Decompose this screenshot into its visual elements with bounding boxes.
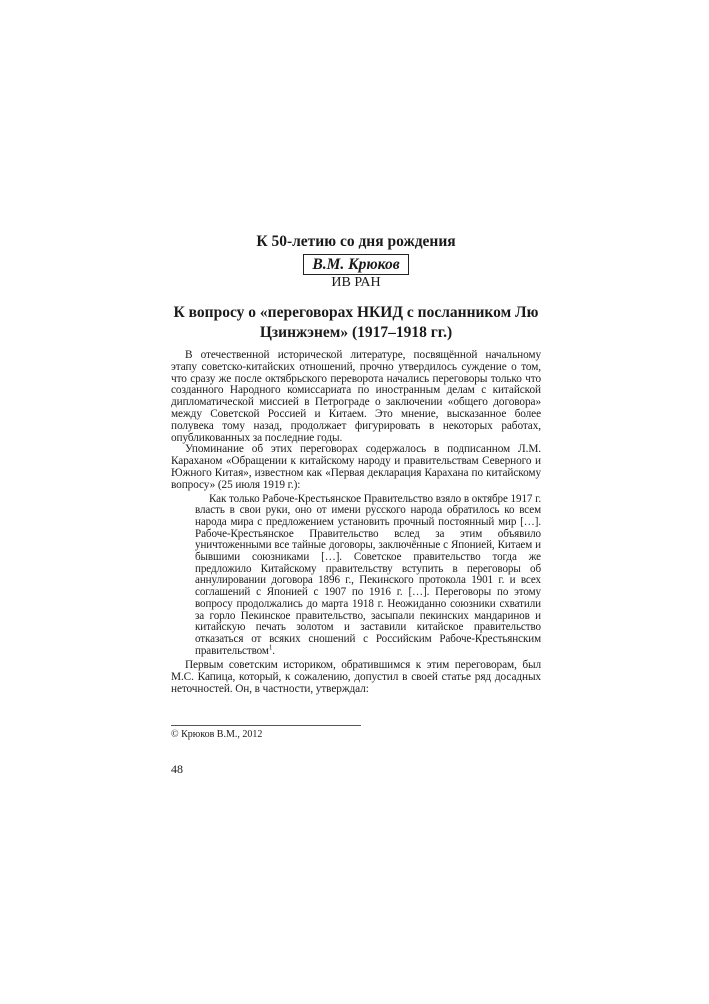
paragraph: В отечественной исторической литературе, посвящённой начальному этапу советско-китайских отношений, прочно утвердилось суждение о том, что сразу же после октябрьского переворота начались переговоры только что созданного Народного комиссариата по иностранным делам с китайской дипломатической миссией в Петрограде о заключении «общего договора» между Советской Россией и Китаем. Это мнение, высказанное более полувека тому назад, продолжает фигурировать в некоторых работах, опубликованных за последние годы. [171, 349, 541, 444]
quote-text: Как только Рабоче-Крестьянское Правительство взяло в октябре 1917 г. власть в свои руки, оно от имени русского народа обратилось ко всем народа мира с предложением установить прочный постоянный мир […]. Рабоче-Крестьянское Правительство вслед за этим объявило уничтоженными все тайные договоры, заключённые с Японией, Китаем и бывшими союзниками […]. Советское правительство тогда же предложило Китайскому правительству вступить в переговоры об аннулировании договора 1896 г., Пекинского протокола 1901 г. и всех соглашений с Японией с 1907 по 1916 г. […]. Переговоры по этому вопросу продолжались до марта 1918 г. Неожиданно союзники схватили за горло Пекинское правительство, засыпали пекинских мандаринов и китайскую печать золотом и заставили китайское правительство отказаться от всяких сношений с Российским Рабоче-Крестьянским правительством [195, 492, 541, 657]
paragraph: Первым советским историком, обратившимся к этим переговорам, был М.С. Капица, который, к сожалению, допустил в своей статье ряд досадных неточностей. Он, в частности, утверждал: [171, 659, 541, 695]
footnote-reference[interactable]: 1 [268, 643, 273, 652]
section-title: К 50-летию со дня рождения [256, 233, 456, 250]
document-page [171, 0, 541, 1004]
article-title: К вопросу о «переговорах НКИД с посланником Лю Цзинжэнем» (1917–1918 гг.) [173, 304, 539, 341]
author-affiliation: ИВ РАН [331, 275, 381, 290]
paragraph: Упоминание об этих переговорах содержалось в подписанном Л.М. Караханом «Обращении к китайскому народу и правительствам Северного и Южного Китая», известном как «Первая декларация Карахана по китайскому вопросу» (25 июля 1919 г.): [171, 443, 541, 491]
author-name: В.М. Крюков [303, 254, 408, 275]
page-number: 48 [171, 762, 183, 776]
copyright-footnote: © Крюков В.М., 2012 [171, 729, 263, 740]
author-block [171, 254, 541, 275]
footnote-divider [171, 725, 361, 726]
block-quote: Как только Рабоче-Крестьянское Правительство взяло в октябре 1917 г. власть в свои руки, оно от имени русского народа обратилось ко всем народа мира с предложением установить прочный постоянный мир […]. Рабоче-Крестьянское Правительство вслед за этим объявило уничтоженными все тайные договоры, заключённые с Японией, Китаем и бывшими союзниками […]. Советское правительство тогда же предложило Китайскому правительству вступить в переговоры об аннулировании договора 1896 г., Пекинского протокола 1901 г. и всех соглашений с Японией с 1907 по 1916 г. […]. Переговоры по этому вопросу продолжались до марта 1918 г. Неожиданно союзники схватили за горло Пекинское правительство, засыпали пекинских мандаринов и китайскую печать золотом и заставили китайское правительство отказаться от всяких сношений с Российским Рабоче-Крестьянским правительством$^1$. [195, 492, 541, 657]
article-body [171, 350, 541, 696]
